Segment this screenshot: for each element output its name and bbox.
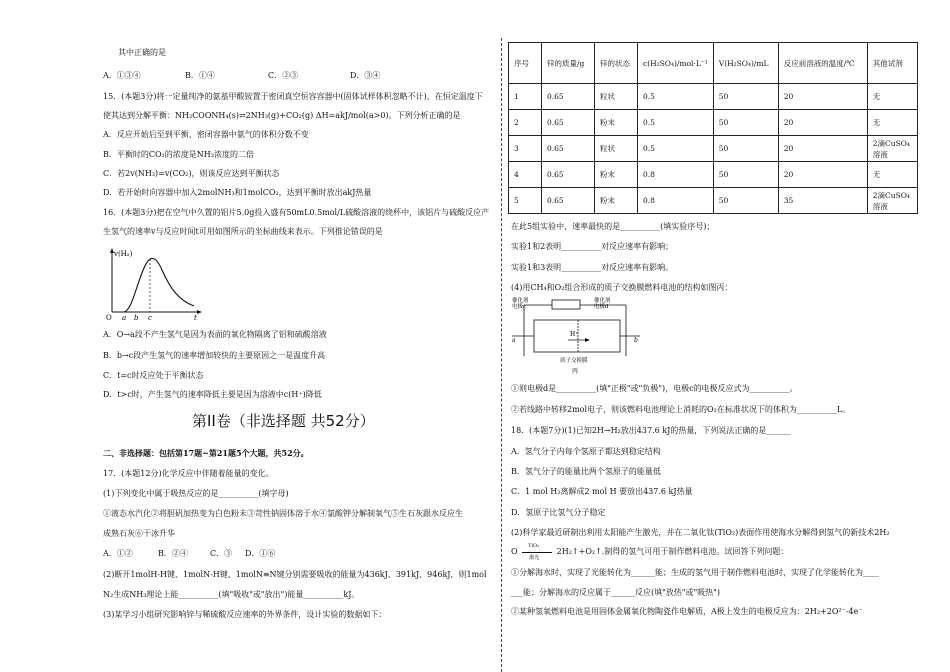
table-cell: 2 <box>509 110 542 136</box>
q14-option-c: C．②③ <box>268 71 299 80</box>
table-cell: 2滴CuSO₄溶液 <box>867 188 917 214</box>
table-cell: 20 <box>778 136 867 162</box>
table-header: V(H₂SO₄)/mL <box>713 43 778 84</box>
table-cell: 0.65 <box>542 136 595 162</box>
inlet-b-label: b <box>634 337 638 344</box>
q18-part2-q1-line2: ___能；分解海水的反应属于______反应(填"放热"或"吸热") <box>511 588 720 597</box>
q15-stem-line2: 使其达到分解平衡：NH₂COONH₄(s)⇌2NH₃(g)+CO₂(g) ΔH=akJ/mol(a>0)。下列分析正确的是 <box>103 111 461 120</box>
table-header-row <box>509 43 918 84</box>
arrow-condition: 激光 <box>529 555 540 561</box>
table-cell: 4 <box>509 162 542 188</box>
after-table-line1: 在此5组实验中，速率最快的是__________(填实验序号)； <box>511 222 715 231</box>
table-cell: 无 <box>867 84 917 110</box>
table-header: 锌的状态 <box>595 43 638 84</box>
table-cell: 粒状 <box>595 84 638 110</box>
table-header: 其他试剂 <box>867 43 917 84</box>
q16-option-a: A．O→a段不产生氢气是因为表面的氧化物隔离了铝和硫酸溶液 <box>103 330 327 339</box>
table-cell: 粒状 <box>595 136 638 162</box>
q17-part2-line1: (2)断开1molH-H键、1molN-H键、1molN≡N键分别需要吸收的能量为436kJ、391kJ、946kJ，则1mol <box>103 570 487 579</box>
table-header: 锌的质量/g <box>542 43 595 84</box>
q16-option-b: B．b→c段产生氢气的速率增加较快的主要原因之一是温度升高 <box>103 351 326 360</box>
table-cell: 50 <box>713 136 778 162</box>
q15-option-a: A．反应开始后至到平衡，密闭容器中氨气的体积分数不变 <box>103 130 309 139</box>
table-cell: 2滴CuSO₄溶液 <box>867 136 917 162</box>
fuel-cell-question2: ②若线路中转移2mol电子，则该燃料电池理论上消耗的O₂在标准状况下的体积为__________L。 <box>511 405 851 414</box>
table-row <box>509 136 918 162</box>
q18-part2-line2: O TiO₂ 激光 2H₂↑+O₂↑.制得的氢气可用于制作燃料电池。试回答下列问题： <box>511 546 788 557</box>
q17-part1: (1)下列变化中属于吸热反应的是__________(填字母) <box>103 489 289 498</box>
graph-x-origin: O <box>106 314 112 322</box>
experiment-table <box>508 42 918 214</box>
q18-option-d: D．氢原子比氢气分子稳定 <box>511 508 606 517</box>
table-row <box>509 84 918 110</box>
q17-option-d: D．①⑥ <box>245 549 276 558</box>
hplus-label: H⁺ <box>570 331 579 338</box>
table-cell: 3 <box>509 136 542 162</box>
q17-part2-line2: N₂生成NH₃理论上能__________(填"吸收"或"放出")能量__________kJ。 <box>103 590 360 599</box>
q16-rate-time-graph <box>104 246 204 322</box>
q18-part2-line1: (2)科学家最近研制出利用太阳能产生激光，并在二氧化钛(TiO₂)表面作用使海水分解得到氢气的新技术2H₂ <box>511 528 890 537</box>
q16-option-d: D．t>c时，产生氢气的速率降低主要是因为溶液中c(H⁺)降低 <box>103 390 322 399</box>
q17-stem: 17．(本题12分)化学反应中伴随着能量的变化。 <box>103 469 274 478</box>
table-cell: 0.5 <box>638 110 714 136</box>
graph-x-t: t <box>194 314 197 322</box>
q17-option-b: B．②④ <box>158 549 188 558</box>
table-cell: 0.8 <box>638 162 714 188</box>
table-cell: 35 <box>778 188 867 214</box>
reaction-arrow <box>520 543 554 561</box>
table-row <box>509 188 918 214</box>
q15-option-b: B．平衡时的CO₂的浓度是NH₃浓度的二倍 <box>103 150 254 159</box>
table-cell: 0.65 <box>542 110 595 136</box>
column-divider <box>501 38 502 672</box>
table-row <box>509 110 918 136</box>
q18-option-c: C．1 mol H₂离解成2 mol H 要放出437.6 kJ热量 <box>511 487 693 496</box>
reaction-products: 2H₂↑+O₂↑.制得的氢气可用于制作燃料电池。试回答下列问题： <box>556 547 789 556</box>
arrow-catalyst: TiO₂ <box>528 543 540 549</box>
table-cell: 0.5 <box>638 136 714 162</box>
graph-x-c: c <box>148 314 152 322</box>
q14-option-b: B．①④ <box>185 71 215 80</box>
q16-stem-line2: 生氢气的速率v与反应时间t可用如图所示的坐标曲线来表示。下列推论错误的是 <box>103 227 383 236</box>
q18-part2-q2: ②某种氢氧燃料电池是用固体金属氧化物陶瓷作电解质，A极上发生的电极反应为：2H₂+2O²⁻-4e⁻ <box>511 607 863 616</box>
q17-option-c: C．③ <box>210 549 233 558</box>
table-cell: 粉末 <box>595 162 638 188</box>
load-box <box>552 300 580 309</box>
after-table-line3: 实验1和3表明__________对反应速率有影响。 <box>511 263 674 272</box>
table-header: c(H₂SO₄)/mol·L⁻¹ <box>638 43 714 84</box>
after-table-line2: 实验1和2表明__________对反应速率有影响； <box>511 242 674 251</box>
fuel-cell-diagram <box>510 296 642 376</box>
q15-option-c: C．若2v(NH₃)=v(CO₂)，则该反应达到平衡状态 <box>103 169 280 178</box>
graph-y-label: v(H₂) <box>114 250 133 258</box>
electrode-c-label: 催化剂电极c <box>512 298 529 310</box>
table-cell: 0.65 <box>542 188 595 214</box>
table-cell: 20 <box>778 162 867 188</box>
table-cell: 50 <box>713 162 778 188</box>
q18-option-a: A．氢气分子内每个氢原子都达到稳定结构 <box>511 447 661 456</box>
table-cell: 0.8 <box>638 188 714 214</box>
table-cell: 50 <box>713 188 778 214</box>
electrode-d-label: 催化剂电极d <box>594 298 611 310</box>
q18-stem: 18．(本题7分)(1)已知2H→H₂放出437.6 kJ的热量，下列说法正确的是______ <box>511 426 791 435</box>
table-row <box>509 162 918 188</box>
table-cell: 20 <box>778 110 867 136</box>
table-cell: 0.5 <box>638 84 714 110</box>
q17-part3: (3)某学习小组研究影响锌与稀硫酸反应速率的外界条件，设计实验的数据如下： <box>103 610 387 619</box>
table-cell: 0.65 <box>542 84 595 110</box>
inlet-a-label: a <box>512 337 516 344</box>
q17-part4: (4)用CH₄和O₂组合形成的质子交换膜燃料电池的结构如图丙： <box>511 283 733 292</box>
part2-title: 第II卷（非选择题 共52分） <box>192 412 375 430</box>
diagram-caption: 丙 <box>572 368 579 375</box>
table-cell: 1 <box>509 84 542 110</box>
q15-option-d: D．若开始时向容器中加入2molNH₃和1molCO₂，达到平衡时放出akJ热量 <box>103 188 372 197</box>
table-cell: 无 <box>867 162 917 188</box>
fuel-cell-question1: ①则电极d是__________(填"正极"或"负极")，电极c的电极反应式为__________。 <box>511 384 798 393</box>
membrane-label: 质子交换膜 <box>560 358 588 364</box>
graph-x-a: a <box>122 314 127 322</box>
table-cell: 粉末 <box>595 188 638 214</box>
table-header: 反应前溶液的温度/℃ <box>778 43 867 84</box>
q16-option-c: C．t=c时反应处于平衡状态 <box>103 371 204 380</box>
q17-part1-items-line1: ①液态水汽化②将胆矾加热变为白色粉末③苛性钠固体溶于水④氯酸钾分解制氧气⑤生石灰跟水反应生 <box>103 509 463 518</box>
table-header: 序号 <box>509 43 542 84</box>
q14-intro: 其中正确的是 <box>118 48 166 57</box>
q17-option-a: A．①② <box>103 549 133 558</box>
table-cell: 0.65 <box>542 162 595 188</box>
table-cell: 无 <box>867 110 917 136</box>
table-cell: 50 <box>713 110 778 136</box>
graph-x-b: b <box>134 314 139 322</box>
q14-option-d: D．③④ <box>350 71 381 80</box>
q18-part2-q1-line1: ①分解海水时，实现了光能转化为______能；生成的氢气用于制作燃料电池时，实现了化学能转化为____ <box>511 568 879 577</box>
q14-option-a: A．①③④ <box>103 71 141 80</box>
table-cell: 5 <box>509 188 542 214</box>
table-cell: 粉末 <box>595 110 638 136</box>
q17-part1-items-line2: 成熟石灰⑥干冰升华 <box>103 529 175 538</box>
q15-stem-line1: 15．(本题3分)将一定量纯净的氨基甲酸铵置于密闭真空恒容容器中(固体试样体积忽略不计)，在恒定温度下 <box>103 92 483 101</box>
table-cell: 20 <box>778 84 867 110</box>
q18-option-b: B．氢气分子的能量比两个氢原子的能量低 <box>511 467 661 476</box>
table-cell: 50 <box>713 84 778 110</box>
q16-stem-line1: 16．(本题3分)把在空气中久置的铝片5.0g投入盛有50mL0.5mol/L硫酸溶液的烧杯中，该铝片与硫酸反应产 <box>103 208 490 217</box>
section-heading: 二、非选择题：包括第17题~第21题5个大题，共52分。 <box>103 448 309 458</box>
